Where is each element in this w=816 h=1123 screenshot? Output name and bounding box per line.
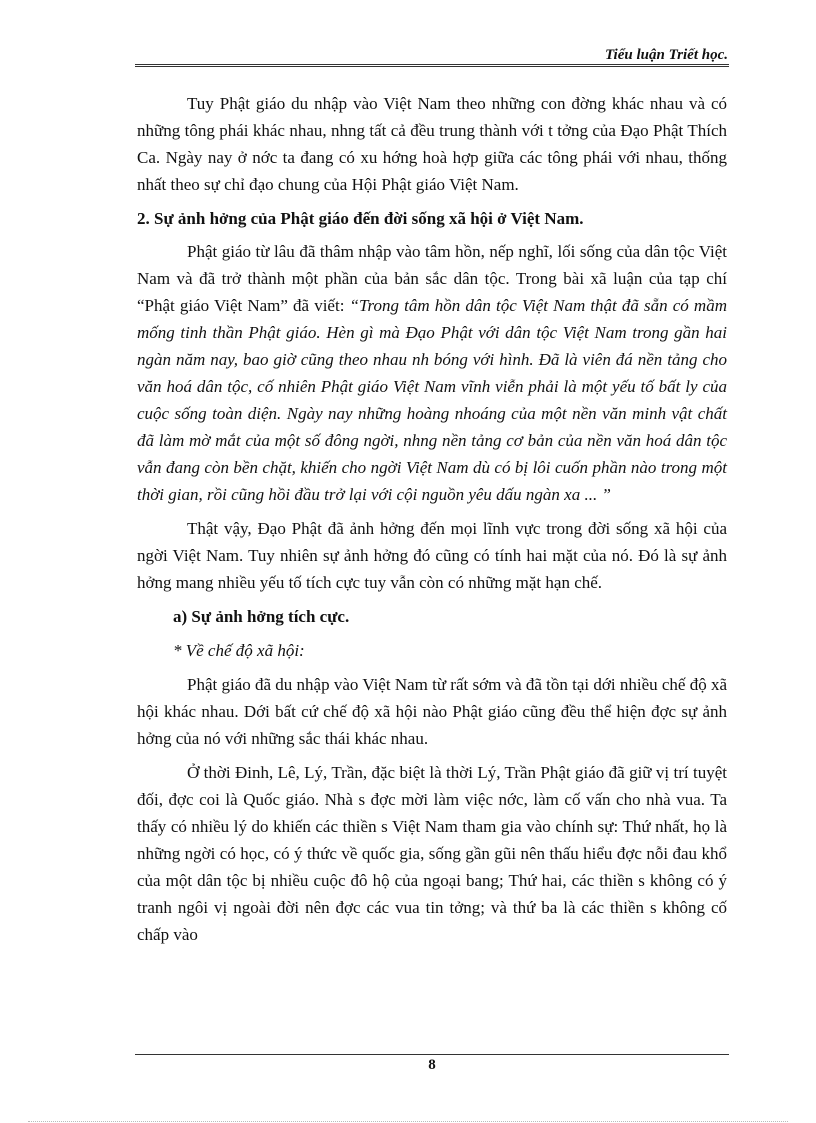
header-divider	[135, 64, 729, 67]
paragraph-with-quote	[137, 238, 727, 508]
paragraph: Phật giáo đã du nhập vào Việt Nam từ rất sớm và đã tồn tại dới nhiều chế độ xã hội khác nhau. Dới bất cứ chế độ xã hội nào Phật giáo cũng đều thể hiện đợc sự ảnh hởng của nó với những sắc thái khác nhau.	[137, 675, 727, 748]
paragraph: Tuy Phật giáo du nhập vào Việt Nam theo những con đờng khác nhau và có những tông phái khác nhau, nhng tất cả đều trung thành với t tởng của Đạo Phật Thích Ca. Ngày nay ở nớc ta đang có xu hớng hoà hợp giữa các tông phái với nhau, thống nhất theo sự chỉ đạo chung của Hội Phật giáo Việt Nam.	[137, 94, 727, 194]
footer-divider	[135, 1054, 729, 1055]
page-number: 8	[428, 1057, 436, 1073]
topic-label: * Về chế độ xã hội:	[173, 641, 305, 660]
paragraph: Ở thời Đinh, Lê, Lý, Trần, đặc biệt là thời Lý, Trần Phật giáo đã giữ vị trí tuyệt đối, đợc coi là Quốc giáo. Nhà s đợc mời làm việc nớc, làm cố vấn cho nhà vua. Ta thấy có nhiều lý do khiến các thiền s Việt Nam tham gia vào chính sự: Thứ nhất, họ là những ngời có học, có ý thức về quốc gia, sống gần gũi nên thấu hiểu đợc nỗi đau khổ của một dân tộc bị nhiều cuộc đô hộ của ngoại bang; Thứ hai, các thiền s không có ý tranh ngôi vị ngoài đời nên đợc các vua tin tởng; và thứ ba là các thiền s không cố chấp vào	[137, 763, 727, 944]
document-body	[137, 90, 727, 955]
section-heading: 2. Sự ảnh hởng của Phật giáo đến đời sống xã hội ở Việt Nam.	[137, 209, 584, 228]
header-title: Tiểu luận Triết học.	[604, 47, 728, 63]
paragraph-intro: Phật giáo từ lâu đã thâm nhập vào tâm hồn, nếp nghĩ, lối sống của dân tộc Việt Nam và đã trở thành một phần của bản sắc dân tộc. Trong bài xã luận của tạp chí “Phật giáo Việt Nam” đã viết:	[137, 242, 727, 315]
paragraph: Thật vậy, Đạo Phật đã ảnh hởng đến mọi lĩnh vực trong đời sống xã hội của ngời Việt Nam. Tuy nhiên sự ảnh hởng đó cũng có tính hai mặt của nó. Đó là sự ảnh hởng mang nhiều yếu tố tích cực tuy vẫn còn có những mặt hạn chế.	[137, 519, 727, 592]
subsection-heading: a) Sự ảnh hởng tích cực.	[173, 607, 350, 626]
quotation: “Trong tâm hồn dân tộc Việt Nam thật đã sẵn có mầm mống tinh thần Phật giáo. Hèn gì mà Đạo Phật với dân tộc Việt Nam trong gần hai ngàn năm nay, bao giờ cũng theo nhau nh bóng với hình. Đã là viên đá nền tảng cho văn hoá dân tộc, cố nhiên Phật giáo Việt Nam vĩnh viễn phải là một yếu tố bất ly của cuộc sống toàn diện. Ngày nay những hoàng nhoáng của một nền văn minh vật chất đã làm mờ mắt của một số đông ngời, nhng nền tảng cơ bản của nền văn hoá dân tộc vẫn đang còn bền chặt, khiến cho ngời Việt Nam dù có bị lôi cuốn phần nào trong một thời gian, rồi cũng hồi đầu trở lại với cội nguồn yêu dấu ngàn xa ... ”	[137, 296, 727, 504]
page-edge-dots	[28, 1121, 788, 1122]
